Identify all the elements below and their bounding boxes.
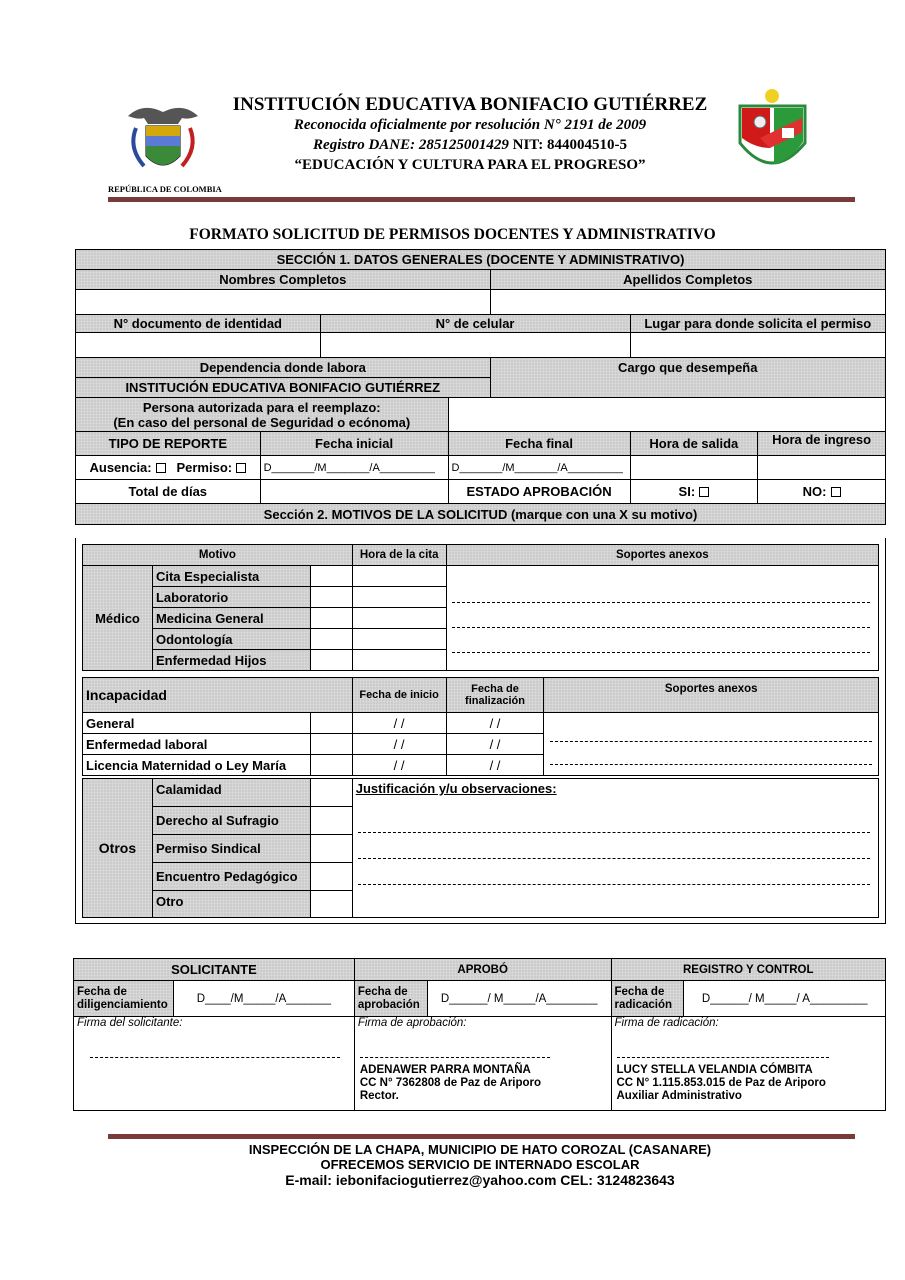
- dashed-line: [358, 858, 870, 859]
- dependencia-label: Dependencia donde labora: [76, 358, 491, 378]
- otros-item: Otro: [152, 891, 310, 918]
- registro-header: REGISTRO Y CONTROL: [611, 959, 886, 981]
- fecha-dil-field[interactable]: D____/M_____/A_______: [173, 981, 354, 1017]
- fecha-inicio-header: Fecha de inicio: [352, 678, 446, 713]
- apr-name: ADENAWER PARRA MONTAÑA: [359, 1064, 531, 1076]
- no-cell: [758, 480, 886, 504]
- celular-field[interactable]: [320, 333, 630, 358]
- reemplazo-field[interactable]: [448, 398, 885, 432]
- no-checkbox[interactable]: [831, 487, 841, 497]
- nombres-label: Nombres Completos: [76, 270, 491, 290]
- otros-item: Calamidad: [152, 779, 310, 807]
- firma-rad-label: Firma de radicación:: [614, 1017, 719, 1029]
- medico-mark[interactable]: [310, 629, 352, 650]
- otros-mark[interactable]: [310, 807, 352, 835]
- incap-mark[interactable]: [310, 713, 352, 734]
- hora-cita-field[interactable]: [352, 566, 446, 587]
- si-checkbox[interactable]: [699, 487, 709, 497]
- total-dias-field[interactable]: [260, 480, 448, 504]
- dashed-line: [550, 741, 872, 742]
- rad-name: LUCY STELLA VELANDIA CÓMBITA: [616, 1064, 813, 1076]
- fecha-fin-field[interactable]: / /: [446, 755, 544, 776]
- medico-item: Laboratorio: [152, 587, 310, 608]
- hora-cita-field[interactable]: [352, 608, 446, 629]
- fecha-final-label: Fecha final: [448, 432, 630, 456]
- lugar-label: Lugar para donde solicita el permiso: [630, 315, 885, 333]
- form-title: FORMATO SOLICITUD DE PERMISOS DOCENTES Y ADMINISTRATIVO: [189, 226, 716, 243]
- firma-aprobacion-cell[interactable]: [354, 1017, 611, 1111]
- otros-item: Encuentro Pedagógico: [152, 863, 310, 891]
- motivo-header: Motivo: [83, 545, 353, 566]
- firma-sol-label: Firma del solicitante:: [77, 1017, 183, 1029]
- fecha-fin-field[interactable]: / /: [446, 713, 544, 734]
- dashed-line: [550, 764, 872, 765]
- medico-mark[interactable]: [310, 566, 352, 587]
- otros-mark[interactable]: [310, 863, 352, 891]
- apr-role: Rector.: [359, 1090, 399, 1102]
- permiso-checkbox[interactable]: [236, 463, 246, 473]
- incap-soportes-field[interactable]: [544, 713, 879, 776]
- hora-cita-field[interactable]: [352, 587, 446, 608]
- hora-cita-field[interactable]: [352, 629, 446, 650]
- documento-field[interactable]: [76, 333, 321, 358]
- dashed-line: [358, 884, 870, 885]
- dashed-line: [358, 832, 870, 833]
- medico-item: Odontología: [152, 629, 310, 650]
- registry-text: Registro DANE: 285125001429: [313, 137, 509, 153]
- si-cell: [630, 480, 758, 504]
- institution-name: INSTITUCIÓN EDUCATIVA BONIFACIO GUTIÉRREZ: [232, 94, 708, 115]
- footer-rule: [108, 1134, 855, 1139]
- incapacidad-table: [82, 677, 879, 776]
- hora-ingreso-label: Hora de ingreso: [758, 432, 886, 456]
- aprobo-header: APROBÓ: [354, 959, 611, 981]
- rad-cc: CC N° 1.115.853.015 de Paz de Ariporo: [616, 1077, 826, 1089]
- medico-label: Médico: [83, 566, 153, 671]
- ausencia-label: Ausencia:: [89, 460, 152, 475]
- medico-soportes-field[interactable]: [446, 566, 878, 671]
- incap-item: Licencia Maternidad o Ley María: [83, 755, 311, 776]
- tipo-options: [76, 456, 261, 480]
- otros-mark[interactable]: [310, 835, 352, 863]
- medico-mark[interactable]: [310, 587, 352, 608]
- section1-table: [75, 249, 886, 525]
- justificacion-label: Justificación y/u observaciones:: [352, 779, 878, 918]
- cargo-label: Cargo que desempeña: [490, 358, 885, 398]
- incap-item: General: [83, 713, 311, 734]
- otros-table: [82, 778, 879, 918]
- hora-cita-header: Hora de la cita: [352, 545, 446, 566]
- firma-radicacion-cell[interactable]: [611, 1017, 886, 1111]
- header-rule: [108, 197, 855, 202]
- footer-line1: INSPECCIÓN DE LA CHAPA, MUNICIPIO DE HATO COROZAL (CASANARE): [248, 1142, 712, 1157]
- firma-apr-label: Firma de aprobación:: [357, 1017, 467, 1029]
- fecha-dil-label: Fecha de diligenciamiento: [74, 981, 174, 1017]
- hora-ingreso-field[interactable]: [758, 456, 886, 480]
- otros-item: Derecho al Sufragio: [152, 807, 310, 835]
- permiso-label: Permiso:: [176, 460, 233, 475]
- no-label: NO:: [802, 484, 827, 499]
- fecha-inicio-field[interactable]: / /: [352, 755, 446, 776]
- fecha-fin-header: Fecha de finalización: [446, 678, 544, 713]
- apellidos-field[interactable]: [490, 290, 885, 315]
- registry-line: [160, 137, 780, 154]
- total-dias-label: Total de días: [76, 480, 261, 504]
- documento-label: N° documento de identidad: [76, 315, 321, 333]
- medico-item: Enfermedad Hijos: [152, 650, 310, 671]
- section2-title: Sección 2. MOTIVOS DE LA SOLICITUD (marque con una X su motivo): [76, 504, 886, 525]
- medico-item: Medicina General: [152, 608, 310, 629]
- medico-item: Cita Especialista: [152, 566, 310, 587]
- incap-mark[interactable]: [310, 734, 352, 755]
- fecha-apr-field[interactable]: D______/ M_____/A________: [427, 981, 611, 1017]
- ausencia-checkbox[interactable]: [156, 463, 166, 473]
- medico-mark[interactable]: [310, 608, 352, 629]
- otros-mark[interactable]: [310, 891, 352, 918]
- firma-solicitante-cell[interactable]: [74, 1017, 355, 1111]
- rad-role: Auxiliar Administrativo: [616, 1090, 742, 1102]
- nombres-field[interactable]: [76, 290, 491, 315]
- dashed-line: [617, 1057, 829, 1058]
- fecha-inicio-field[interactable]: / /: [352, 713, 446, 734]
- apellidos-label: Apellidos Completos: [490, 270, 885, 290]
- apr-cc: CC N° 7362808 de Paz de Ariporo: [359, 1077, 542, 1089]
- fecha-inicial-label: Fecha inicial: [260, 432, 448, 456]
- medico-mark[interactable]: [310, 650, 352, 671]
- fecha-rad-field[interactable]: D______/ M_____/ A_________: [684, 981, 886, 1017]
- hora-salida-field[interactable]: [630, 456, 758, 480]
- reemplazo-label: [76, 398, 449, 432]
- incap-item: Enfermedad laboral: [83, 734, 311, 755]
- dashed-line: [90, 1057, 340, 1058]
- otros-label: Otros: [83, 779, 153, 918]
- dashed-line: [452, 602, 870, 603]
- fecha-inicial-field[interactable]: D_______/M_______/A_________: [260, 456, 448, 480]
- otros-mark[interactable]: [310, 779, 352, 807]
- estado-label: ESTADO APROBACIÓN: [448, 480, 630, 504]
- fecha-final-field[interactable]: D_______/M_______/A_________: [448, 456, 630, 480]
- dependencia-value: INSTITUCIÓN EDUCATIVA BONIFACIO GUTIÉRREZ: [76, 378, 491, 398]
- lugar-field[interactable]: [630, 333, 885, 358]
- dashed-line: [452, 652, 870, 653]
- hora-salida-label: Hora de salida: [630, 432, 758, 456]
- fecha-apr-label: Fecha de aprobación: [354, 981, 427, 1017]
- fecha-inicio-field[interactable]: / /: [352, 734, 446, 755]
- resolution-text: Reconocida oficialmente por resolución N° 2191 de 2009: [293, 117, 647, 133]
- dashed-line: [360, 1057, 550, 1058]
- si-label: SI:: [678, 484, 696, 499]
- otros-item: Permiso Sindical: [152, 835, 310, 863]
- republic-label: REPÚBLICA DE COLOMBIA: [108, 184, 222, 194]
- section1-title: SECCIÓN 1. DATOS GENERALES (DOCENTE Y ADMINISTRATIVO): [76, 250, 886, 270]
- incap-mark[interactable]: [310, 755, 352, 776]
- soportes-header: Soportes anexos: [446, 545, 878, 566]
- incap-soportes-header: Soportes anexos: [544, 678, 879, 713]
- tipo-reporte-label: TIPO DE REPORTE: [76, 432, 261, 456]
- fecha-rad-label: Fecha de radicación: [611, 981, 684, 1017]
- celular-label: N° de celular: [320, 315, 630, 333]
- incapacidad-label: Incapacidad: [83, 678, 353, 713]
- dashed-line: [452, 627, 870, 628]
- institution-shield-logo: [730, 88, 815, 180]
- footer-contact: E-mail: iebonifaciogutierrez@yahoo.com CEL: 3124823643: [285, 1172, 675, 1188]
- hora-cita-field[interactable]: [352, 650, 446, 671]
- solicitante-header: SOLICITANTE: [74, 959, 355, 981]
- reemplazo-line1: Persona autorizada para el reemplazo:: [142, 399, 381, 415]
- signature-table: [73, 958, 886, 1111]
- reemplazo-line2: (En caso del personal de Seguridad o ecónoma): [113, 414, 411, 430]
- motto-text: “EDUCACIÓN Y CULTURA PARA EL PROGRESO”: [294, 157, 646, 173]
- nit-text: NIT: 844004510-5: [512, 137, 627, 153]
- fecha-fin-field[interactable]: / /: [446, 734, 544, 755]
- footer-line2: OFRECEMOS SERVICIO DE INTERNADO ESCOLAR: [320, 1157, 640, 1172]
